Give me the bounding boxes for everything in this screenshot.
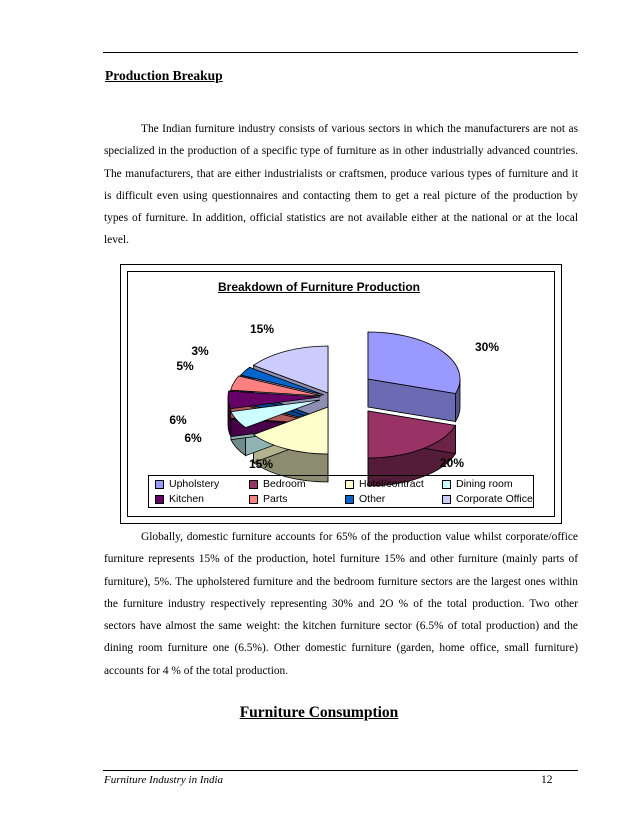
slice-label: 6% — [184, 431, 202, 445]
legend-item — [155, 492, 204, 506]
legend-label: Parts — [263, 493, 288, 505]
body-paragraph: Globally, domestic furniture accounts for 65% of the production value whilst corporate/office furniture represents 15% of the production, hotel furniture 15% and other furniture (mainly parts of furniture), 5%. The upholstered furniture and the bedroom furniture sectors are the largest ones within the furniture industry respectively representing 30% and 2O % of the total production. Two other sectors have almost the same weight: the kitchen furniture sector (6.5% of total production) and the dining room furniture one (6.5%). Other domestic furniture (garden, home office, small furniture) accounts for 4 % of the total production. — [104, 531, 578, 677]
consumption-heading: Furniture Consumption — [239, 704, 399, 721]
legend-swatch — [155, 495, 164, 504]
footer-rule — [103, 770, 578, 771]
legend-swatch — [155, 480, 164, 489]
legend-swatch — [249, 480, 258, 489]
page-number: 12 — [541, 774, 553, 786]
slice-label: 20% — [439, 456, 465, 470]
slice-label: 15% — [248, 457, 274, 471]
section-heading: Production Breakup — [105, 68, 223, 83]
legend-swatch — [442, 495, 451, 504]
legend-swatch — [249, 495, 258, 504]
legend-item — [249, 477, 306, 491]
legend-item — [249, 492, 288, 506]
legend-item — [345, 477, 424, 491]
slice-label: 30% — [474, 340, 500, 354]
legend-item — [155, 477, 219, 491]
chart-legend — [148, 475, 534, 508]
legend-swatch — [345, 480, 354, 489]
legend-label: Hotel/contract — [359, 478, 424, 490]
legend-swatch — [345, 495, 354, 504]
legend-swatch — [442, 480, 451, 489]
legend-label: Dining room — [456, 478, 513, 490]
intro-paragraph: The Indian furniture industry consists of various sectors in which the manufacturers are not as specialized in the production of a specific type of furniture as in other industrially advanced countries. The manufacturers, that are either industrialists or craftsmen, produce various types of furniture and it is difficult even using questionnaires and contacting them to get a real picture of the production by types of furniture. In addition, official statistics are not available either at the national or at the local level. — [104, 123, 578, 247]
slice-label: 15% — [249, 322, 275, 336]
chart-title: Breakdown of Furniture Production — [217, 280, 420, 294]
legend-label: Other — [359, 493, 386, 505]
slice-label: 6% — [169, 413, 187, 427]
legend-label: Upholstery — [169, 478, 220, 490]
footer-title: Furniture Industry in India — [104, 774, 224, 786]
legend-item — [442, 477, 513, 491]
legend-label: Bedroom — [263, 478, 306, 490]
slice-label: 5% — [176, 359, 194, 373]
legend-item — [345, 492, 385, 506]
legend-label: Corporate Office — [456, 493, 533, 505]
legend-item — [442, 492, 533, 506]
slice-label: 3% — [191, 344, 209, 358]
legend-label: Kitchen — [169, 493, 205, 505]
